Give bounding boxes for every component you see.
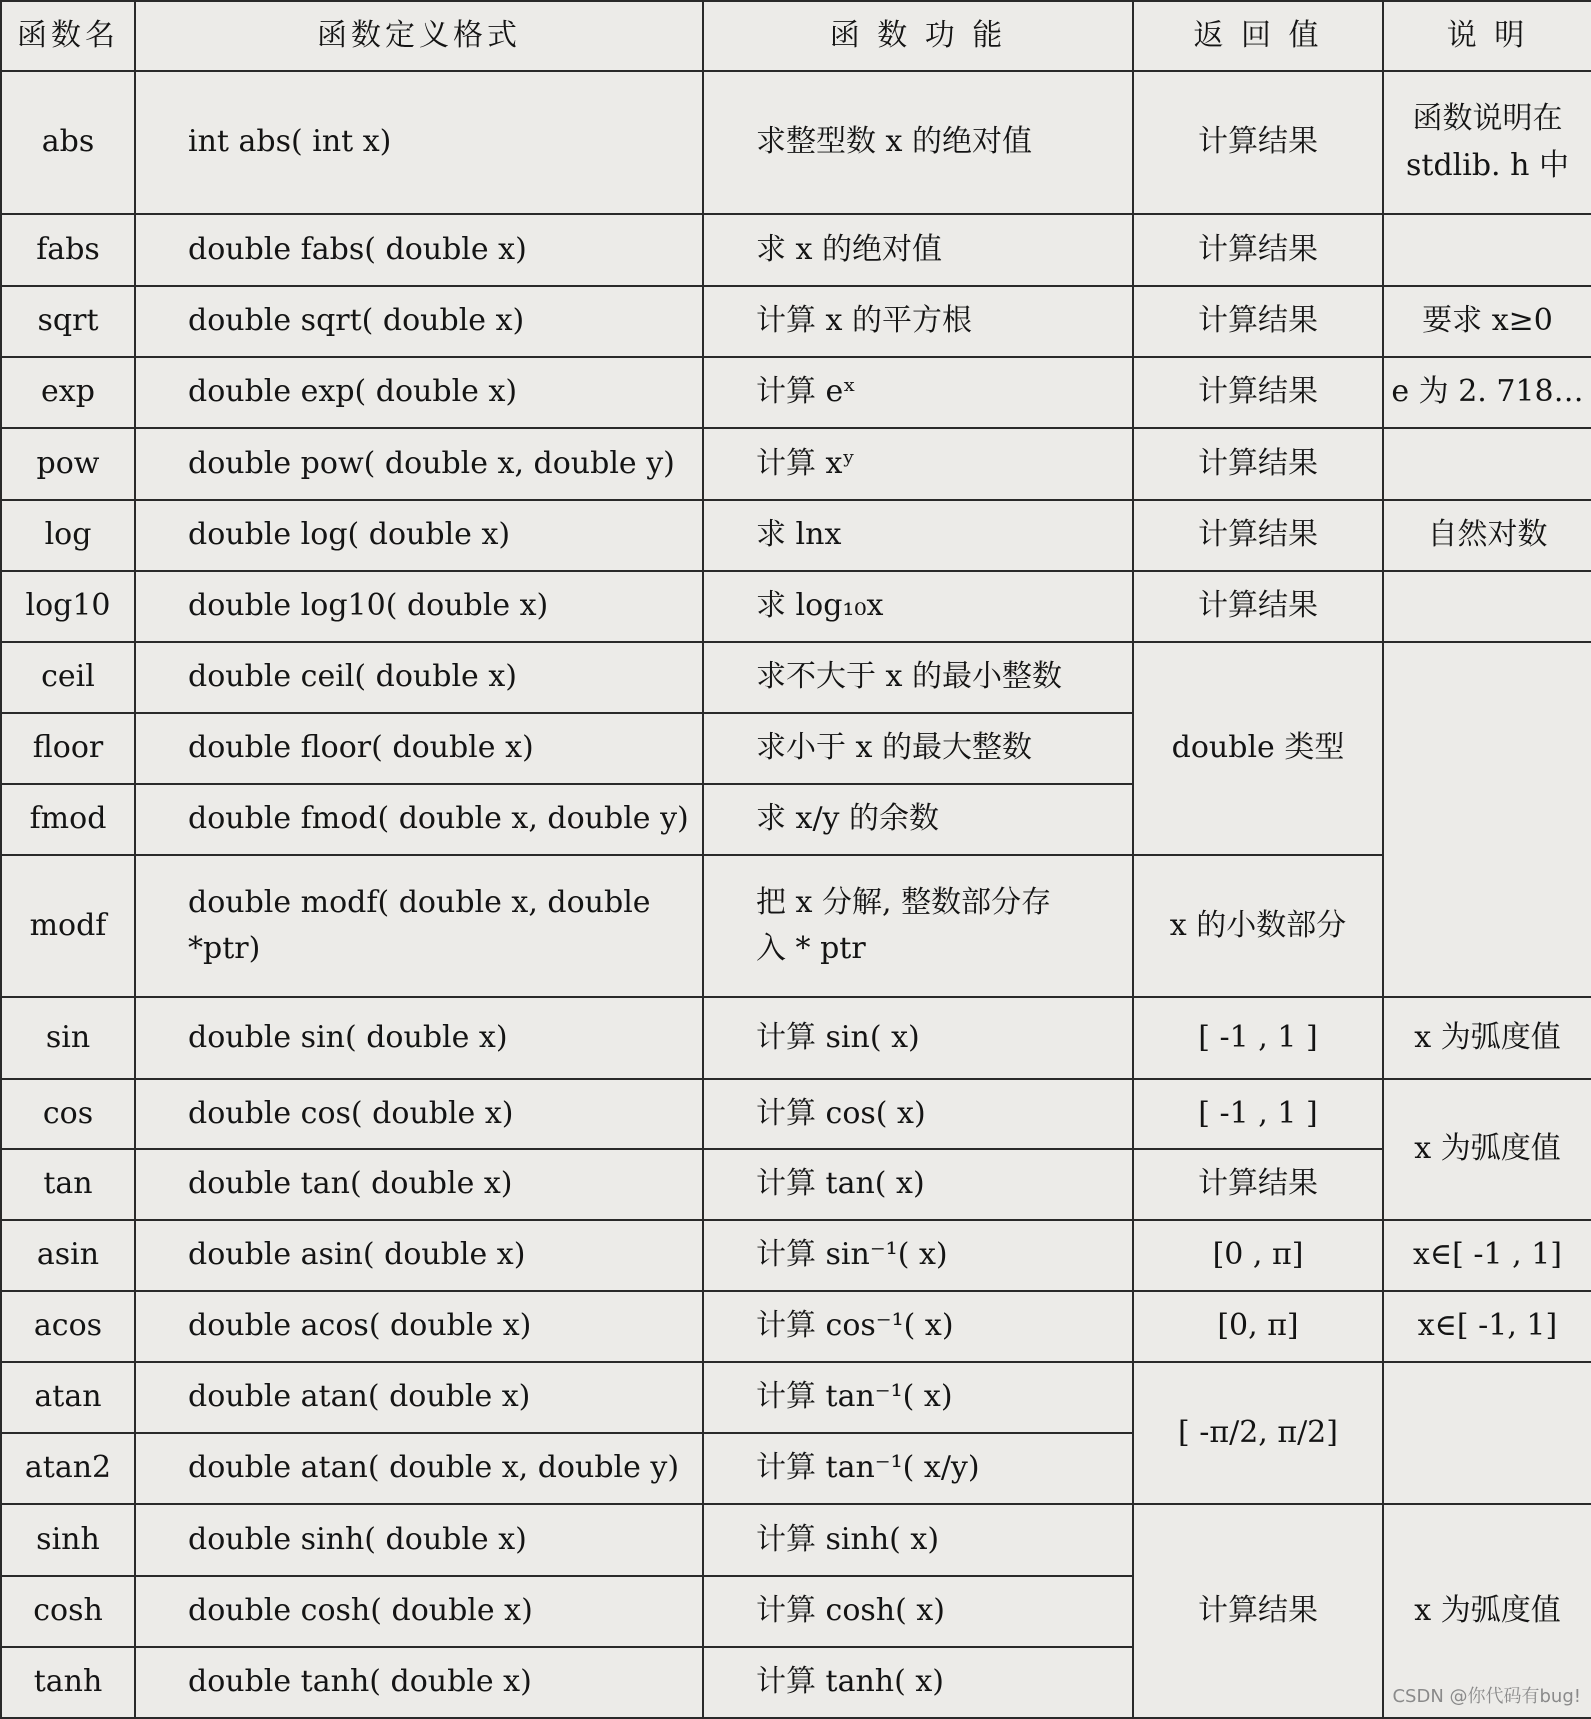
- fn-def: double sqrt( double x): [135, 286, 703, 357]
- fn-name: sin: [1, 997, 135, 1079]
- table-row: [1, 997, 1591, 1079]
- fn-def: double asin( double x): [135, 1220, 703, 1291]
- fn-ret: [0, π]: [1133, 1291, 1383, 1362]
- fn-func: 计算 sin( x): [703, 997, 1133, 1079]
- fn-def: double cosh( double x): [135, 1576, 703, 1647]
- fn-ret: [ -1 , 1 ]: [1133, 1079, 1383, 1149]
- fn-func: 计算 x 的平方根: [703, 286, 1133, 357]
- table-row: [1, 1504, 1591, 1576]
- fn-func: 求整型数 x 的绝对值: [703, 71, 1133, 214]
- fn-func: 求 log₁₀x: [703, 571, 1133, 642]
- fn-def: double floor( double x): [135, 713, 703, 784]
- table-row: [1, 428, 1591, 500]
- fn-ret: 计算结果: [1133, 571, 1383, 642]
- table-row: [1, 1220, 1591, 1291]
- fn-name: asin: [1, 1220, 135, 1291]
- fn-name: acos: [1, 1291, 135, 1362]
- fn-name: exp: [1, 357, 135, 428]
- fn-name: tan: [1, 1149, 135, 1220]
- header-row: [1, 1, 1591, 71]
- fn-def: double sinh( double x): [135, 1504, 703, 1576]
- fn-ret: 计算结果: [1133, 1149, 1383, 1220]
- fn-note: x 为弧度值: [1383, 1079, 1591, 1220]
- fn-note: 函数说明在 stdlib. h 中: [1383, 71, 1591, 214]
- fn-ret: [ -1 , 1 ]: [1133, 997, 1383, 1079]
- fn-def: double fabs( double x): [135, 214, 703, 286]
- fn-func: 计算 cosh( x): [703, 1576, 1133, 1647]
- fn-func: 计算 tan( x): [703, 1149, 1133, 1220]
- fn-note: e 为 2. 718…: [1383, 357, 1591, 428]
- table-row: [1, 357, 1591, 428]
- fn-def: double modf( double x, double *ptr): [135, 855, 703, 997]
- fn-def: double exp( double x): [135, 357, 703, 428]
- fn-name: atan2: [1, 1433, 135, 1504]
- fn-def: int abs( int x): [135, 71, 703, 214]
- fn-def: double log10( double x): [135, 571, 703, 642]
- table-row: [1, 500, 1591, 571]
- fn-ret: 计算结果: [1133, 1504, 1383, 1718]
- fn-name: atan: [1, 1362, 135, 1433]
- header-func: 函 数 功 能: [703, 1, 1133, 71]
- fn-func: 把 x 分解, 整数部分存 入 * ptr: [703, 855, 1133, 997]
- fn-name: sqrt: [1, 286, 135, 357]
- fn-def: double tan( double x): [135, 1149, 703, 1220]
- fn-ret: [ -π/2, π/2]: [1133, 1362, 1383, 1504]
- fn-note: 自然对数: [1383, 500, 1591, 571]
- fn-ret: double 类型: [1133, 642, 1383, 855]
- fn-func: 计算 sin⁻¹( x): [703, 1220, 1133, 1291]
- fn-def: double sin( double x): [135, 997, 703, 1079]
- fn-ret: 计算结果: [1133, 71, 1383, 214]
- fn-def: double atan( double x, double y): [135, 1433, 703, 1504]
- fn-func: 计算 cos( x): [703, 1079, 1133, 1149]
- fn-ret: [0 , π]: [1133, 1220, 1383, 1291]
- fn-func: 计算 cos⁻¹( x): [703, 1291, 1133, 1362]
- fn-name: log10: [1, 571, 135, 642]
- header-name: 函数名: [1, 1, 135, 71]
- fn-name: fabs: [1, 214, 135, 286]
- fn-note: x∈[ -1, 1]: [1383, 1291, 1591, 1362]
- fn-note: [1383, 571, 1591, 642]
- fn-name: ceil: [1, 642, 135, 713]
- fn-name: tanh: [1, 1647, 135, 1718]
- table-row: [1, 71, 1591, 214]
- table-row: [1, 1362, 1591, 1433]
- fn-ret: 计算结果: [1133, 286, 1383, 357]
- fn-name: modf: [1, 855, 135, 997]
- fn-def: double acos( double x): [135, 1291, 703, 1362]
- fn-ret: 计算结果: [1133, 357, 1383, 428]
- fn-func: 求小于 x 的最大整数: [703, 713, 1133, 784]
- fn-note: [1383, 1362, 1591, 1504]
- fn-name: cos: [1, 1079, 135, 1149]
- fn-name: fmod: [1, 784, 135, 855]
- table-row: [1, 214, 1591, 286]
- table-row: [1, 571, 1591, 642]
- fn-func: 计算 xʸ: [703, 428, 1133, 500]
- table-row: [1, 642, 1591, 713]
- header-ret: 返 回 值: [1133, 1, 1383, 71]
- table-row: [1, 855, 1591, 997]
- header-note: 说 明: [1383, 1, 1591, 71]
- table-row: [1, 1291, 1591, 1362]
- fn-ret: 计算结果: [1133, 500, 1383, 571]
- fn-name: pow: [1, 428, 135, 500]
- fn-note: x 为弧度值: [1383, 1504, 1591, 1718]
- fn-ret: 计算结果: [1133, 428, 1383, 500]
- fn-ret: 计算结果: [1133, 214, 1383, 286]
- watermark: CSDN @你代码有bug!: [1392, 1686, 1581, 1707]
- table-row: [1, 1079, 1591, 1149]
- fn-name: log: [1, 500, 135, 571]
- fn-note: [1383, 214, 1591, 286]
- fn-func: 计算 tan⁻¹( x): [703, 1362, 1133, 1433]
- fn-def: double log( double x): [135, 500, 703, 571]
- fn-name: abs: [1, 71, 135, 214]
- fn-def: double fmod( double x, double y): [135, 784, 703, 855]
- fn-note: x 为弧度值: [1383, 997, 1591, 1079]
- fn-note: [1383, 642, 1591, 997]
- fn-func: 求 lnx: [703, 500, 1133, 571]
- fn-def: double cos( double x): [135, 1079, 703, 1149]
- header-def: 函数定义格式: [135, 1, 703, 71]
- fn-note: [1383, 428, 1591, 500]
- table-row: [1, 1149, 1591, 1220]
- fn-name: sinh: [1, 1504, 135, 1576]
- fn-func: 计算 sinh( x): [703, 1504, 1133, 1576]
- fn-func: 计算 tan⁻¹( x/y): [703, 1433, 1133, 1504]
- fn-def: double tanh( double x): [135, 1647, 703, 1718]
- fn-func: 计算 tanh( x): [703, 1647, 1133, 1718]
- fn-ret: x 的小数部分: [1133, 855, 1383, 997]
- fn-func: 求不大于 x 的最小整数: [703, 642, 1133, 713]
- fn-note: x∈[ -1 , 1]: [1383, 1220, 1591, 1291]
- fn-def: double pow( double x, double y): [135, 428, 703, 500]
- fn-note: 要求 x≥0: [1383, 286, 1591, 357]
- fn-def: double atan( double x): [135, 1362, 703, 1433]
- fn-func: 计算 eˣ: [703, 357, 1133, 428]
- fn-func: 求 x 的绝对值: [703, 214, 1133, 286]
- fn-name: cosh: [1, 1576, 135, 1647]
- fn-func: 求 x/y 的余数: [703, 784, 1133, 855]
- fn-def: double ceil( double x): [135, 642, 703, 713]
- table-row: [1, 286, 1591, 357]
- fn-name: floor: [1, 713, 135, 784]
